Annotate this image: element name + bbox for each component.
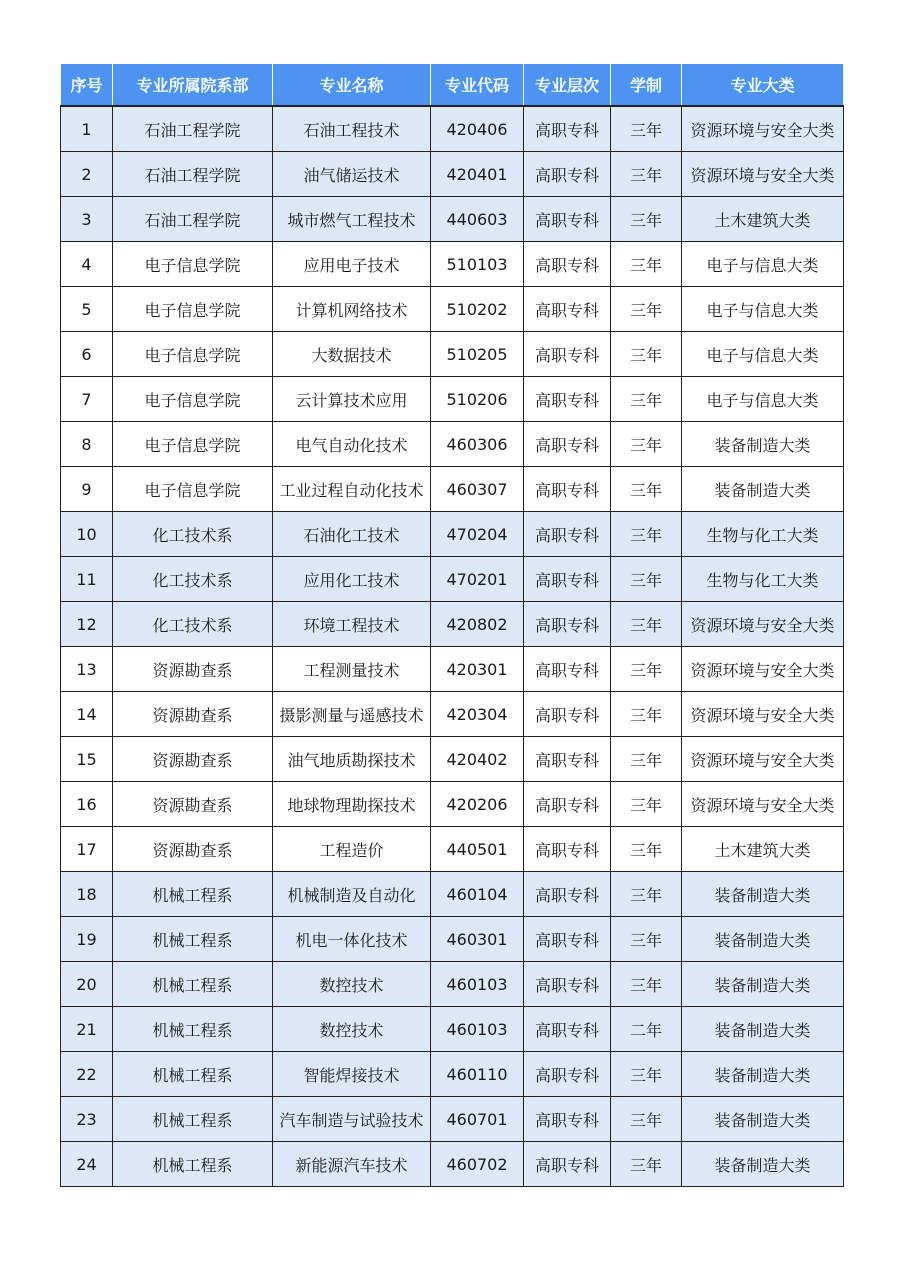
cell-category: 资源环境与安全大类 — [682, 602, 844, 647]
cell-index: 16 — [61, 782, 113, 827]
header-level: 专业层次 — [524, 64, 611, 107]
table-row — [61, 962, 844, 1007]
cell-category: 资源环境与安全大类 — [682, 106, 844, 152]
table-body — [61, 106, 844, 1187]
cell-major-code: 420206 — [431, 782, 524, 827]
cell-major-name: 电气自动化技术 — [273, 422, 431, 467]
cell-level: 高职专科 — [524, 647, 611, 692]
cell-category: 装备制造大类 — [682, 1052, 844, 1097]
cell-major-name: 大数据技术 — [273, 332, 431, 377]
cell-department: 石油工程学院 — [113, 152, 273, 197]
cell-department: 机械工程系 — [113, 1052, 273, 1097]
cell-index: 9 — [61, 467, 113, 512]
cell-department: 石油工程学院 — [113, 197, 273, 242]
cell-category: 生物与化工大类 — [682, 557, 844, 602]
cell-level: 高职专科 — [524, 1097, 611, 1142]
cell-major-code: 460104 — [431, 872, 524, 917]
cell-duration: 三年 — [611, 1142, 682, 1187]
table-row — [61, 287, 844, 332]
table-row — [61, 917, 844, 962]
header-duration: 学制 — [611, 64, 682, 107]
cell-category: 资源环境与安全大类 — [682, 692, 844, 737]
cell-duration: 三年 — [611, 602, 682, 647]
cell-major-name: 工程造价 — [273, 827, 431, 872]
table-header — [61, 64, 844, 107]
cell-major-name: 机电一体化技术 — [273, 917, 431, 962]
cell-major-code: 440603 — [431, 197, 524, 242]
cell-category: 电子与信息大类 — [682, 377, 844, 422]
cell-major-code: 440501 — [431, 827, 524, 872]
cell-index: 15 — [61, 737, 113, 782]
cell-major-name: 石油工程技术 — [273, 106, 431, 152]
cell-major-name: 工业过程自动化技术 — [273, 467, 431, 512]
cell-major-code: 460103 — [431, 962, 524, 1007]
cell-category: 土木建筑大类 — [682, 827, 844, 872]
cell-major-name: 石油化工技术 — [273, 512, 431, 557]
cell-index: 20 — [61, 962, 113, 1007]
cell-major-name: 城市燃气工程技术 — [273, 197, 431, 242]
cell-index: 21 — [61, 1007, 113, 1052]
cell-level: 高职专科 — [524, 467, 611, 512]
cell-index: 3 — [61, 197, 113, 242]
cell-major-code: 420401 — [431, 152, 524, 197]
table-row — [61, 737, 844, 782]
cell-duration: 三年 — [611, 242, 682, 287]
cell-category: 资源环境与安全大类 — [682, 737, 844, 782]
cell-major-name: 应用化工技术 — [273, 557, 431, 602]
cell-category: 土木建筑大类 — [682, 197, 844, 242]
cell-major-name: 机械制造及自动化 — [273, 872, 431, 917]
cell-category: 电子与信息大类 — [682, 242, 844, 287]
cell-level: 高职专科 — [524, 106, 611, 152]
cell-level: 高职专科 — [524, 557, 611, 602]
cell-department: 机械工程系 — [113, 1007, 273, 1052]
cell-major-code: 510205 — [431, 332, 524, 377]
table-row — [61, 467, 844, 512]
cell-category: 资源环境与安全大类 — [682, 152, 844, 197]
majors-table-container — [60, 63, 843, 1187]
cell-department: 电子信息学院 — [113, 467, 273, 512]
cell-major-code: 420301 — [431, 647, 524, 692]
cell-level: 高职专科 — [524, 602, 611, 647]
majors-table — [60, 63, 844, 1187]
cell-major-code: 510103 — [431, 242, 524, 287]
cell-duration: 三年 — [611, 917, 682, 962]
cell-department: 化工技术系 — [113, 512, 273, 557]
cell-major-name: 智能焊接技术 — [273, 1052, 431, 1097]
cell-level: 高职专科 — [524, 782, 611, 827]
cell-category: 装备制造大类 — [682, 1142, 844, 1187]
cell-index: 6 — [61, 332, 113, 377]
cell-level: 高职专科 — [524, 872, 611, 917]
cell-major-code: 460103 — [431, 1007, 524, 1052]
cell-department: 化工技术系 — [113, 557, 273, 602]
cell-major-name: 数控技术 — [273, 1007, 431, 1052]
cell-index: 11 — [61, 557, 113, 602]
cell-department: 资源勘查系 — [113, 827, 273, 872]
cell-department: 电子信息学院 — [113, 287, 273, 332]
cell-category: 装备制造大类 — [682, 1097, 844, 1142]
cell-duration: 三年 — [611, 152, 682, 197]
cell-level: 高职专科 — [524, 242, 611, 287]
cell-level: 高职专科 — [524, 1142, 611, 1187]
cell-index: 7 — [61, 377, 113, 422]
cell-major-name: 数控技术 — [273, 962, 431, 1007]
table-row — [61, 197, 844, 242]
cell-level: 高职专科 — [524, 152, 611, 197]
cell-department: 电子信息学院 — [113, 332, 273, 377]
cell-index: 4 — [61, 242, 113, 287]
table-row — [61, 332, 844, 377]
table-row — [61, 422, 844, 467]
cell-department: 机械工程系 — [113, 1142, 273, 1187]
cell-duration: 三年 — [611, 782, 682, 827]
table-row — [61, 242, 844, 287]
table-row — [61, 602, 844, 647]
table-row — [61, 782, 844, 827]
cell-duration: 三年 — [611, 197, 682, 242]
cell-index: 22 — [61, 1052, 113, 1097]
header-major-name: 专业名称 — [273, 64, 431, 107]
cell-department: 电子信息学院 — [113, 377, 273, 422]
cell-major-name: 工程测量技术 — [273, 647, 431, 692]
table-row — [61, 557, 844, 602]
cell-department: 石油工程学院 — [113, 106, 273, 152]
table-row — [61, 872, 844, 917]
cell-major-code: 460110 — [431, 1052, 524, 1097]
cell-index: 2 — [61, 152, 113, 197]
cell-duration: 二年 — [611, 1007, 682, 1052]
cell-department: 机械工程系 — [113, 872, 273, 917]
cell-category: 装备制造大类 — [682, 962, 844, 1007]
header-index: 序号 — [61, 64, 113, 107]
cell-duration: 三年 — [611, 512, 682, 557]
cell-duration: 三年 — [611, 332, 682, 377]
cell-major-code: 420406 — [431, 106, 524, 152]
header-category: 专业大类 — [682, 64, 844, 107]
cell-duration: 三年 — [611, 557, 682, 602]
cell-major-code: 460701 — [431, 1097, 524, 1142]
header-major-code: 专业代码 — [431, 64, 524, 107]
table-row — [61, 377, 844, 422]
table-row — [61, 647, 844, 692]
cell-major-name: 摄影测量与遥感技术 — [273, 692, 431, 737]
table-row — [61, 1142, 844, 1187]
cell-major-code: 510202 — [431, 287, 524, 332]
header-row — [61, 64, 844, 107]
cell-category: 资源环境与安全大类 — [682, 782, 844, 827]
cell-duration: 三年 — [611, 1052, 682, 1097]
cell-major-code: 470201 — [431, 557, 524, 602]
cell-duration: 三年 — [611, 692, 682, 737]
cell-duration: 三年 — [611, 647, 682, 692]
table-row — [61, 1052, 844, 1097]
cell-department: 机械工程系 — [113, 917, 273, 962]
table-row — [61, 692, 844, 737]
cell-level: 高职专科 — [524, 827, 611, 872]
cell-index: 8 — [61, 422, 113, 467]
cell-index: 18 — [61, 872, 113, 917]
cell-major-name: 汽车制造与试验技术 — [273, 1097, 431, 1142]
cell-major-name: 应用电子技术 — [273, 242, 431, 287]
cell-category: 装备制造大类 — [682, 872, 844, 917]
cell-category: 装备制造大类 — [682, 467, 844, 512]
table-row — [61, 152, 844, 197]
cell-duration: 三年 — [611, 106, 682, 152]
cell-category: 资源环境与安全大类 — [682, 647, 844, 692]
cell-index: 19 — [61, 917, 113, 962]
cell-level: 高职专科 — [524, 422, 611, 467]
cell-index: 24 — [61, 1142, 113, 1187]
cell-major-code: 460306 — [431, 422, 524, 467]
cell-major-name: 新能源汽车技术 — [273, 1142, 431, 1187]
cell-department: 资源勘查系 — [113, 647, 273, 692]
cell-major-code: 420802 — [431, 602, 524, 647]
table-row — [61, 512, 844, 557]
cell-department: 资源勘查系 — [113, 692, 273, 737]
table-row — [61, 106, 844, 152]
cell-level: 高职专科 — [524, 197, 611, 242]
cell-major-name: 地球物理勘探技术 — [273, 782, 431, 827]
cell-major-code: 470204 — [431, 512, 524, 557]
header-department: 专业所属院系部 — [113, 64, 273, 107]
cell-major-code: 420402 — [431, 737, 524, 782]
cell-department: 电子信息学院 — [113, 422, 273, 467]
cell-duration: 三年 — [611, 827, 682, 872]
cell-index: 12 — [61, 602, 113, 647]
cell-category: 装备制造大类 — [682, 917, 844, 962]
table-row — [61, 827, 844, 872]
cell-department: 电子信息学院 — [113, 242, 273, 287]
cell-index: 1 — [61, 106, 113, 152]
cell-duration: 三年 — [611, 287, 682, 332]
cell-level: 高职专科 — [524, 1052, 611, 1097]
cell-level: 高职专科 — [524, 917, 611, 962]
cell-duration: 三年 — [611, 422, 682, 467]
cell-major-name: 云计算技术应用 — [273, 377, 431, 422]
cell-duration: 三年 — [611, 377, 682, 422]
cell-duration: 三年 — [611, 737, 682, 782]
cell-level: 高职专科 — [524, 377, 611, 422]
cell-department: 化工技术系 — [113, 602, 273, 647]
cell-major-name: 油气储运技术 — [273, 152, 431, 197]
cell-major-name: 环境工程技术 — [273, 602, 431, 647]
cell-major-code: 420304 — [431, 692, 524, 737]
cell-level: 高职专科 — [524, 692, 611, 737]
cell-index: 5 — [61, 287, 113, 332]
cell-major-code: 510206 — [431, 377, 524, 422]
table-row — [61, 1097, 844, 1142]
cell-level: 高职专科 — [524, 737, 611, 782]
cell-category: 电子与信息大类 — [682, 332, 844, 377]
cell-level: 高职专科 — [524, 332, 611, 377]
cell-duration: 三年 — [611, 467, 682, 512]
cell-index: 13 — [61, 647, 113, 692]
cell-category: 生物与化工大类 — [682, 512, 844, 557]
cell-department: 机械工程系 — [113, 1097, 273, 1142]
cell-index: 17 — [61, 827, 113, 872]
table-row — [61, 1007, 844, 1052]
cell-index: 23 — [61, 1097, 113, 1142]
cell-duration: 三年 — [611, 872, 682, 917]
cell-level: 高职专科 — [524, 512, 611, 557]
cell-major-code: 460301 — [431, 917, 524, 962]
cell-major-name: 计算机网络技术 — [273, 287, 431, 332]
cell-department: 资源勘查系 — [113, 782, 273, 827]
cell-index: 14 — [61, 692, 113, 737]
cell-level: 高职专科 — [524, 287, 611, 332]
cell-category: 装备制造大类 — [682, 422, 844, 467]
cell-major-code: 460702 — [431, 1142, 524, 1187]
cell-duration: 三年 — [611, 1097, 682, 1142]
cell-level: 高职专科 — [524, 962, 611, 1007]
cell-category: 电子与信息大类 — [682, 287, 844, 332]
cell-level: 高职专科 — [524, 1007, 611, 1052]
cell-department: 资源勘查系 — [113, 737, 273, 782]
cell-index: 10 — [61, 512, 113, 557]
cell-department: 机械工程系 — [113, 962, 273, 1007]
cell-major-code: 460307 — [431, 467, 524, 512]
cell-major-name: 油气地质勘探技术 — [273, 737, 431, 782]
cell-duration: 三年 — [611, 962, 682, 1007]
cell-category: 装备制造大类 — [682, 1007, 844, 1052]
